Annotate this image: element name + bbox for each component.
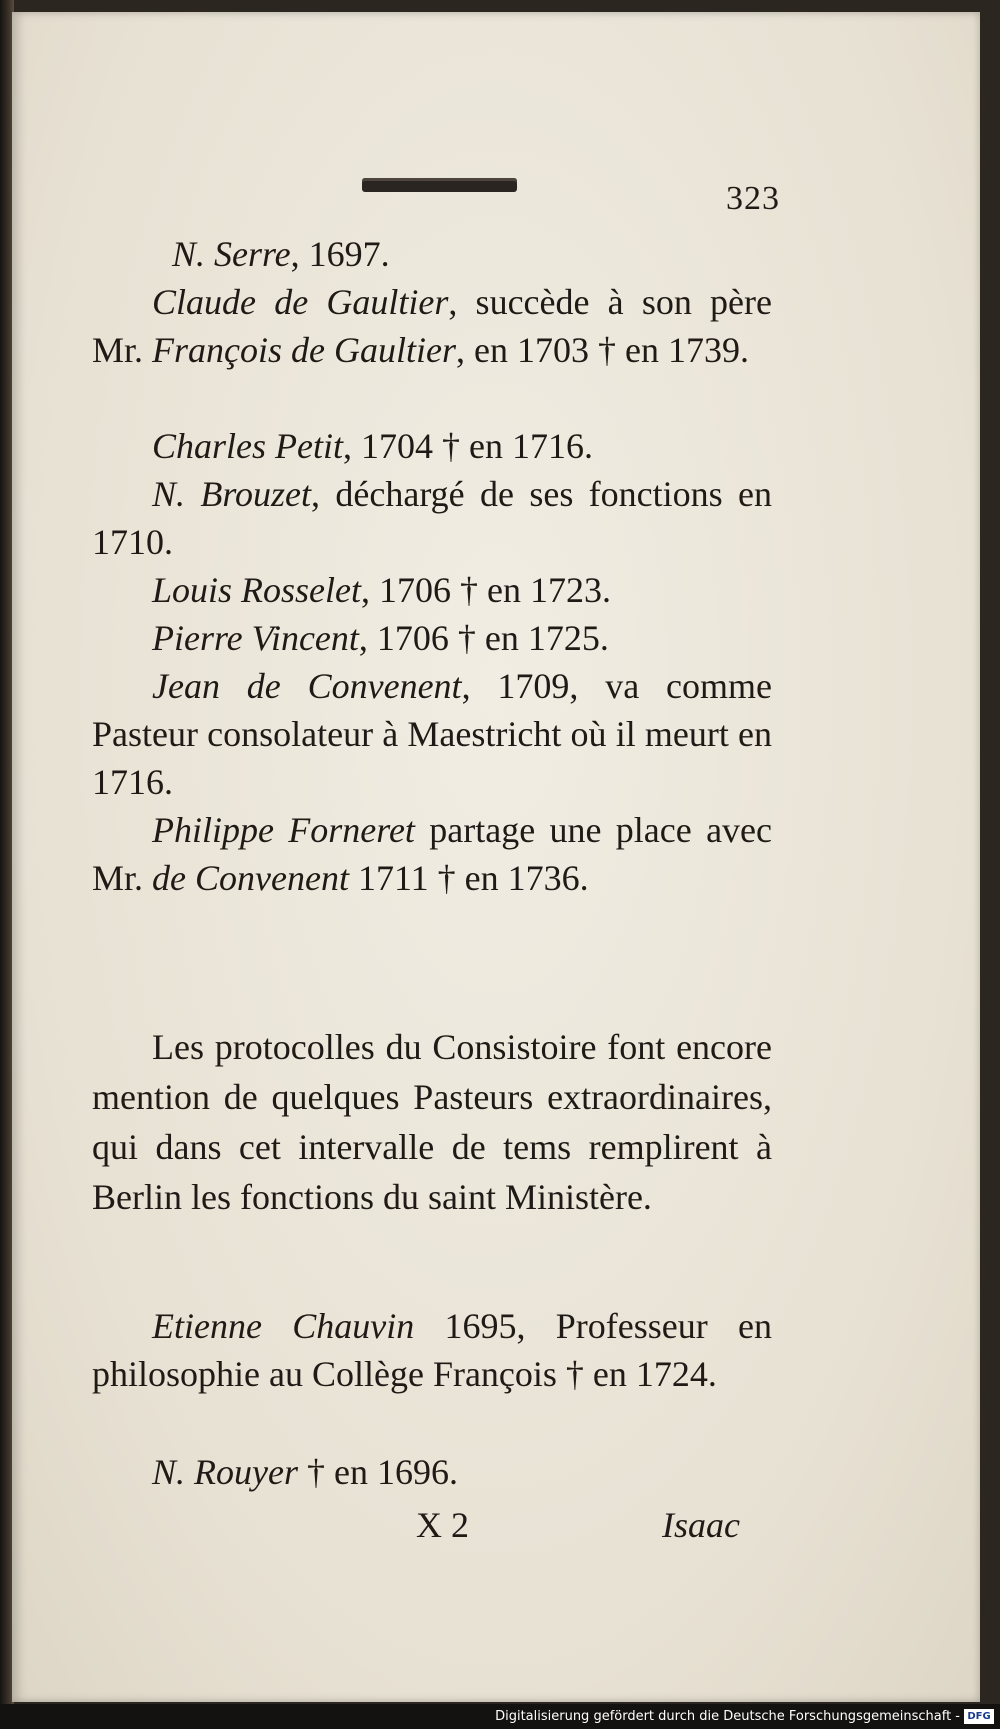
entry-brouzet bbox=[92, 470, 772, 566]
signature-mark: X 2 bbox=[416, 1505, 469, 1545]
entry-rouyer bbox=[92, 1448, 772, 1496]
book-page bbox=[12, 12, 980, 1702]
entry-petit bbox=[92, 422, 772, 470]
entry-text: , 1706 † en 1725. bbox=[358, 618, 609, 658]
entry-name: Charles Petit bbox=[152, 426, 343, 466]
entry-name: Etienne Chauvin bbox=[152, 1306, 415, 1346]
dfg-logo-icon: DFG bbox=[964, 1709, 994, 1724]
entry-text: , 1706 † en 1723. bbox=[361, 570, 611, 610]
entry-text: 1695, Professeur en philosophie au Collège François † en 1724. bbox=[92, 1306, 772, 1394]
entry-name: N. Serre bbox=[172, 234, 291, 274]
entry-name-secondary: de Convenent bbox=[152, 858, 349, 898]
entry-vincent bbox=[92, 614, 772, 662]
entry-text: , déchargé de ses fonctions en 1710. bbox=[92, 474, 773, 562]
entry-serre bbox=[92, 230, 772, 278]
entry-convenent bbox=[92, 662, 772, 806]
entry-name: N. Rouyer bbox=[152, 1452, 298, 1492]
entry-name: Louis Rosselet bbox=[152, 570, 362, 610]
entry-text: † en 1696. bbox=[297, 1452, 458, 1492]
header-ornament bbox=[362, 178, 517, 192]
entry-text-secondary: , en 1703 † en 1739. bbox=[455, 330, 749, 370]
entry-gaultier bbox=[92, 278, 772, 374]
entry-text: partage une place avec Mr. bbox=[92, 810, 773, 898]
entry-name: N. Brouzet bbox=[152, 474, 312, 514]
entry-rosselet bbox=[92, 566, 772, 614]
entry-text-secondary: 1711 † en 1736. bbox=[348, 858, 589, 898]
entry-name-secondary: François de Gaultier bbox=[152, 330, 456, 370]
entry-name: Claude de Gaultier bbox=[152, 282, 449, 322]
digitization-footer bbox=[0, 1704, 1000, 1729]
page-number: 323 bbox=[726, 180, 780, 217]
entry-name: Jean de Convenent bbox=[152, 666, 462, 706]
entry-text: , 1704 † en 1716. bbox=[343, 426, 593, 466]
catchword: Isaac bbox=[662, 1505, 740, 1545]
entry-text: , succède à son père Mr. bbox=[92, 282, 772, 370]
entry-text: , 1709, va comme Pasteur consolateur à Maestricht où il meurt en 1716. bbox=[92, 666, 772, 802]
entry-name: Pierre Vincent bbox=[152, 618, 359, 658]
entry-name: Philippe Forneret bbox=[152, 810, 415, 850]
entry-chauvin bbox=[92, 1302, 772, 1398]
protocol-paragraph: Les protocolles du Consistoire font encore mention de quelques Pasteurs extraordinaires, qui dans cet intervalle de tems remplirent à Berlin les fonctions du saint Ministère. bbox=[92, 1027, 772, 1217]
entry-forneret bbox=[92, 806, 772, 902]
footer-credit: Digitalisierung gefördert durch die Deutsche Forschungsgemeinschaft - bbox=[495, 1709, 960, 1724]
entry-text: , 1697. bbox=[290, 234, 390, 274]
